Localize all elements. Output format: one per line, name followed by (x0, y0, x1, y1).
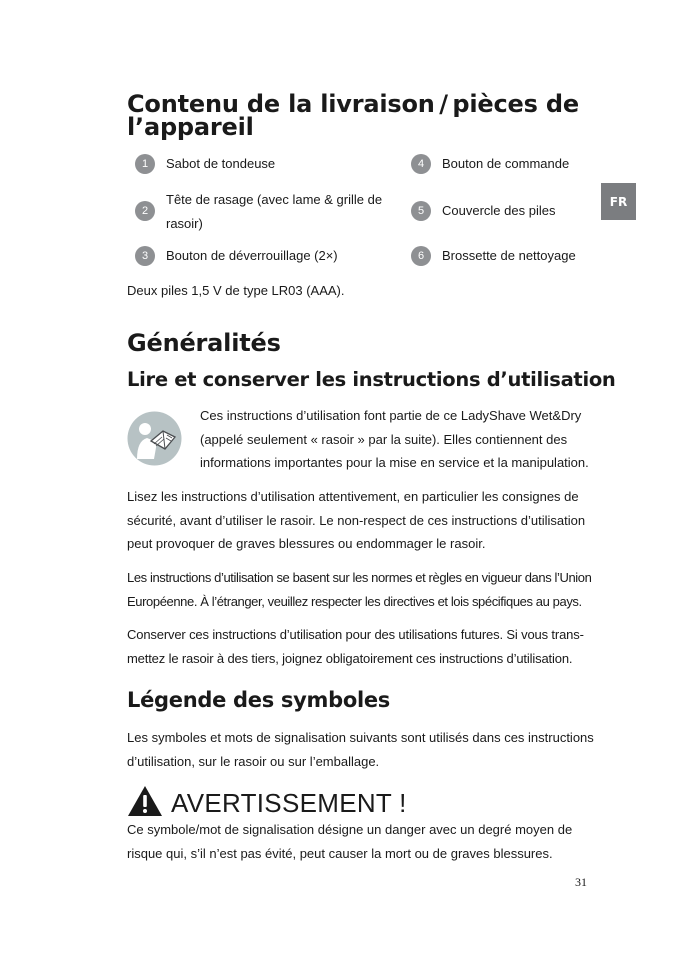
delivery-title-line1: Contenu de la livraison / pièces de (127, 90, 579, 118)
part-number-badge: 1 (135, 154, 155, 174)
part-label: Bouton de déverrouillage (2×) (166, 248, 338, 263)
warning-description: Ce symbole/mot de signalisation désigne un danger avec un degré moyen de risque qui, s’il n’est pas évité, peut causer la mort ou de graves blessures. (127, 822, 573, 861)
part-label: Bouton de commande (442, 156, 570, 171)
symbols-intro: Les symboles et mots de signalisation suivants sont utilisés dans ces instructions d’utilisation, sur le rasoir ou sur l’emballage. (127, 730, 594, 769)
part-number-badge: 5 (411, 201, 431, 221)
warning-triangle-icon (127, 785, 163, 822)
part-label: Couvercle des piles (442, 203, 556, 218)
eu-norms-paragraph: Les instructions d’utilisation se basent sur les normes et règles en vigueur dans l’Union Européenne. À l’étranger, veuillez respecter les directives et lois spécifiques au pays. (127, 570, 592, 609)
part-label: Sabot de tondeuse (166, 156, 276, 171)
part-label: Brossette de nettoyage (442, 248, 576, 263)
read-manual-icon (127, 411, 182, 466)
part-number-badge: 2 (135, 201, 155, 221)
part-number-badge: 4 (411, 154, 431, 174)
warning-title: AVERTISSEMENT ! (171, 787, 407, 818)
intro-paragraph: Ces instructions d’utilisation font partie de ce LadyShave Wet&Dry (appelé seulement « rasoir » par la suite). Elles contiennent des informations importantes pour la mise en service et la manipulation. (200, 408, 589, 470)
keep-instructions-paragraph: Conserver ces instructions d’utilisation pour des utilisations futures. Si vous trans- mettez le rasoir à des tiers, joignez obligatoirement ces instructions d’utilisation. (127, 627, 584, 666)
symbols-title: Légende des symboles (127, 688, 390, 712)
language-tab: FR (601, 183, 636, 220)
delivery-section-title (127, 90, 607, 141)
part-number-badge: 6 (411, 246, 431, 266)
general-subtitle: Lire et conserver les instructions d’utilisation (127, 368, 616, 391)
warning-heading (127, 786, 407, 820)
read-instructions-paragraph: Lisez les instructions d’utilisation attentivement, en particulier les consignes de sécurité, avant d’utiliser le rasoir. Le non-respect de ces instructions d’utilisation peut provoquer de graves blessures ou endommager le rasoir. (127, 489, 586, 551)
page-number: 31 (575, 875, 587, 889)
general-title: Généralités (127, 329, 281, 357)
delivery-title-line2: l’appareil (127, 113, 254, 141)
part-label: Tête de rasage (avec lame & grille de rasoir) (166, 192, 383, 231)
part-number-badge: 3 (135, 246, 155, 266)
batteries-note: Deux piles 1,5 V de type LR03 (AAA). (127, 283, 345, 298)
